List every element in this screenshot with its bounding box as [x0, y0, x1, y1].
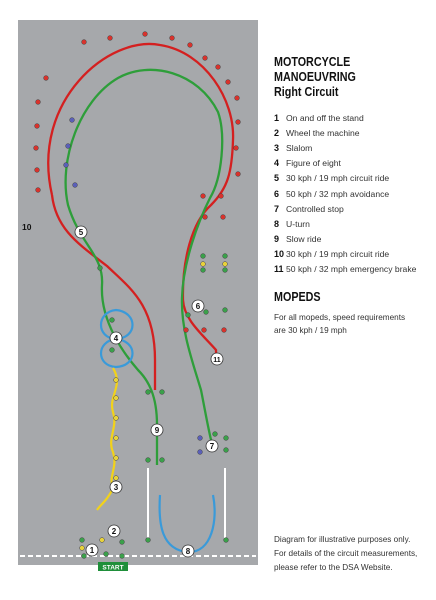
footnote-line-1: Diagram for illustrative purposes only.	[274, 535, 411, 544]
cone	[201, 254, 206, 259]
exercise-text: 50 kph / 32 mph emergency brake	[286, 264, 417, 275]
cone	[36, 188, 41, 193]
cone	[234, 146, 239, 151]
cone	[120, 540, 125, 545]
exercise-item	[274, 110, 416, 125]
exercise-text: Wheel the machine	[286, 127, 360, 138]
cone	[224, 448, 229, 453]
exercise-item	[274, 171, 416, 186]
cone	[236, 172, 241, 177]
mopeds-text-line-1: For all mopeds, speed requirements	[274, 313, 406, 322]
cone	[35, 168, 40, 173]
exercise-number: 7	[274, 203, 280, 214]
cone	[201, 262, 206, 267]
exercise-marker-5	[75, 226, 87, 238]
exercise-number: 3	[274, 142, 280, 153]
exercise-marker-8	[182, 545, 194, 557]
exercise-text: Slalom	[286, 142, 313, 153]
cone	[66, 144, 71, 149]
exercise-number: 4	[274, 158, 280, 169]
cone	[114, 436, 119, 441]
cone	[44, 76, 49, 81]
exercise-marker-6	[192, 300, 204, 312]
exercise-text: U-turn	[286, 218, 310, 229]
cone	[82, 554, 87, 559]
cone	[203, 215, 208, 220]
cone	[223, 262, 228, 267]
exercise-number: 8	[274, 218, 280, 229]
cone	[222, 328, 227, 333]
cone	[224, 436, 229, 441]
exercise-list	[274, 110, 416, 277]
footnote-line-3: please refer to the DSA Website.	[274, 563, 393, 572]
cone	[146, 538, 151, 543]
cone	[186, 313, 191, 318]
marker-label-9: 9	[154, 426, 160, 435]
exercise-item	[274, 232, 416, 247]
exercise-marker-4	[110, 332, 122, 344]
exercise-text: Slow ride	[286, 234, 322, 245]
exercise-text: 30 kph / 19 mph circuit ride	[286, 249, 390, 260]
cone	[120, 554, 125, 559]
cone	[70, 118, 75, 123]
cone	[100, 538, 105, 543]
exercise-marker-9	[151, 424, 163, 436]
cone	[223, 254, 228, 259]
cone	[34, 146, 39, 151]
exercise-text: Controlled stop	[286, 203, 344, 214]
marker-label-5: 5	[78, 228, 84, 237]
exercise-item	[274, 216, 416, 231]
title-line-1: MOTORCYCLE	[274, 55, 351, 69]
cone	[35, 124, 40, 129]
cone	[114, 416, 119, 421]
exercise-item	[274, 156, 416, 171]
exercise-item	[274, 186, 416, 201]
exercise-item	[274, 140, 416, 155]
cone	[110, 318, 115, 323]
title-line-3: Right Circuit	[274, 85, 339, 99]
exercise-text: 30 kph / 19 mph circuit ride	[286, 173, 390, 184]
exercise-item	[274, 262, 416, 277]
exercise-item	[274, 247, 416, 262]
exercise-number: 1	[274, 112, 280, 123]
cone	[80, 546, 85, 551]
cone	[201, 194, 206, 199]
cone	[36, 100, 41, 105]
cone	[235, 96, 240, 101]
cone	[160, 458, 165, 463]
cone	[204, 310, 209, 315]
cone	[64, 163, 69, 168]
cone	[146, 458, 151, 463]
marker-label-3: 3	[113, 483, 119, 492]
cone	[146, 390, 151, 395]
marker-label-2: 2	[111, 527, 117, 536]
exercise-number: 10	[274, 249, 285, 260]
cone	[201, 268, 206, 273]
cone	[202, 328, 207, 333]
circuit-pad	[18, 20, 258, 565]
cone	[221, 215, 226, 220]
cone	[188, 43, 193, 48]
cone	[224, 538, 229, 543]
exercise-number: 5	[274, 173, 280, 184]
cone	[223, 308, 228, 313]
cone	[114, 456, 119, 461]
cone	[160, 390, 165, 395]
cone	[104, 552, 109, 557]
cone	[82, 40, 87, 45]
marker-label-4: 4	[113, 334, 119, 343]
exercise-marker-7	[206, 440, 218, 452]
cone	[108, 36, 113, 41]
exercise-marker-10	[22, 222, 32, 232]
cone	[184, 328, 189, 333]
cone	[216, 65, 221, 70]
exercise-number: 6	[274, 188, 280, 199]
exercise-item	[274, 201, 416, 216]
mopeds-heading: MOPEDS	[274, 290, 321, 304]
cone	[114, 396, 119, 401]
exercise-number: 11	[274, 264, 284, 275]
cone	[213, 432, 218, 437]
footnote-line-2: For details of the circuit measurements,	[274, 549, 418, 558]
cone	[98, 266, 103, 271]
cone	[170, 36, 175, 41]
cone	[114, 476, 119, 481]
marker-label-1: 1	[89, 546, 95, 555]
cone	[203, 56, 208, 61]
start-label: START	[102, 564, 124, 572]
cone	[198, 450, 203, 455]
cone	[198, 436, 203, 441]
title-line-2: MANOEUVRING	[274, 70, 356, 84]
cone	[236, 120, 241, 125]
cone	[226, 80, 231, 85]
marker-label-8: 8	[185, 547, 191, 556]
exercise-text: Figure of eight	[286, 158, 341, 169]
marker-label-6: 6	[195, 302, 201, 311]
exercise-number: 2	[274, 127, 280, 138]
exercise-marker-1	[86, 544, 98, 556]
exercise-marker-3	[110, 481, 122, 493]
exercise-text: 50 kph / 32 mph avoidance	[286, 188, 390, 199]
marker-label-10: 10	[22, 222, 32, 232]
cone	[110, 348, 115, 353]
exercise-marker-11	[211, 353, 223, 365]
exercise-text: On and off the stand	[286, 112, 364, 123]
cone	[80, 538, 85, 543]
cone	[223, 268, 228, 273]
cone	[143, 32, 148, 37]
marker-label-11: 11	[213, 357, 221, 364]
cone	[219, 194, 224, 199]
exercise-number: 9	[274, 234, 280, 245]
mopeds-text-line-2: are 30 kph / 19 mph	[274, 325, 347, 335]
cone	[114, 378, 119, 383]
marker-label-7: 7	[209, 442, 215, 451]
exercise-item	[274, 125, 416, 140]
exercise-marker-2	[108, 525, 120, 537]
cone	[73, 183, 78, 188]
